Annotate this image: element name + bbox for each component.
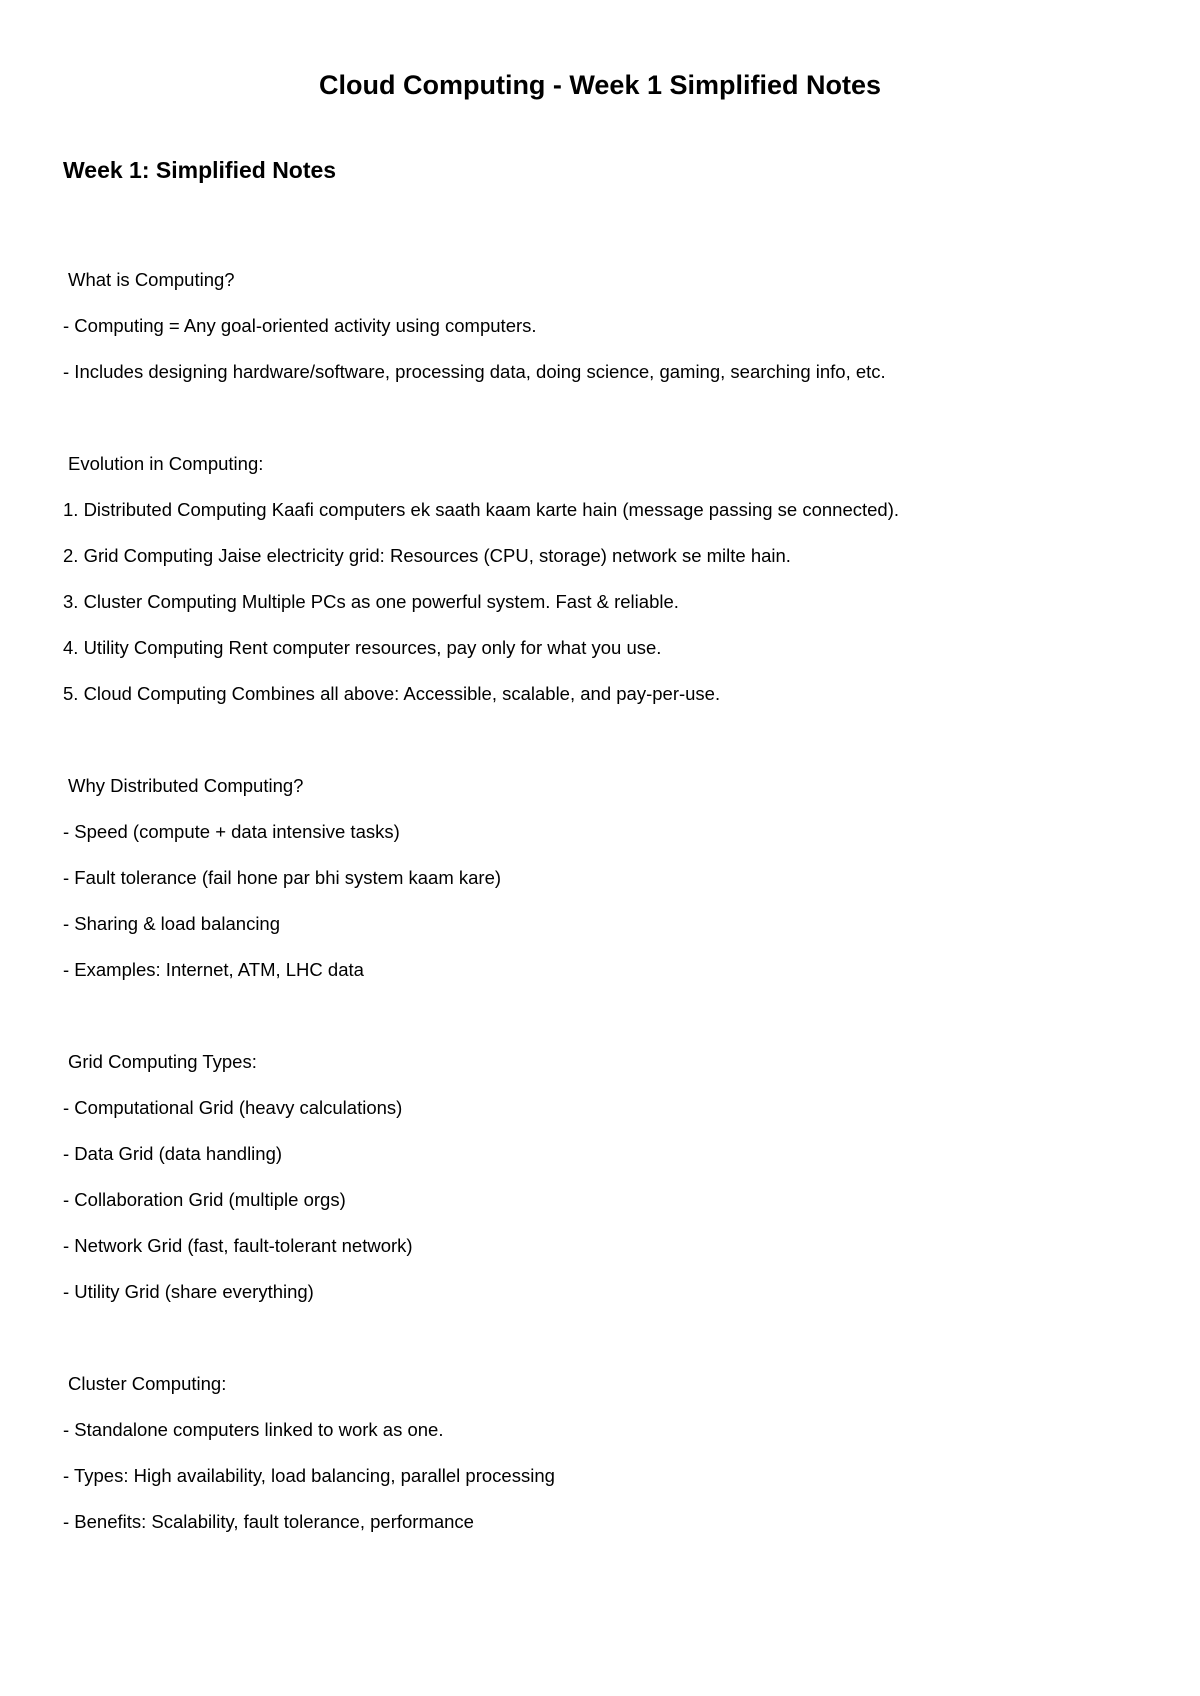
notes-section — [63, 452, 1143, 728]
note-line: 1. Distributed Computing Kaafi computers ek saath kaam karte hain (message passing se connected). — [63, 499, 900, 520]
notes-section — [63, 1050, 1143, 1326]
note-line: - Fault tolerance (fail hone par bhi system kaam kare) — [63, 867, 502, 888]
note-line: - Utility Grid (share everything) — [63, 1281, 314, 1302]
note-line: - Collaboration Grid (multiple orgs) — [63, 1189, 346, 1210]
note-line: - Includes designing hardware/software, processing data, doing science, gaming, searching info, etc. — [63, 361, 886, 382]
document-subtitle: Week 1: Simplified Notes — [63, 157, 337, 183]
section-heading: Why Distributed Computing? — [68, 775, 304, 796]
note-line: 5. Cloud Computing Combines all above: Accessible, scalable, and pay-per-use. — [63, 683, 721, 704]
note-line: - Data Grid (data handling) — [63, 1143, 283, 1164]
notes-section — [63, 268, 1143, 406]
note-line: - Examples: Internet, ATM, LHC data — [63, 959, 364, 980]
document-title: Cloud Computing - Week 1 Simplified Notes — [318, 70, 882, 100]
notes-section — [63, 1372, 1143, 1556]
notes-section — [63, 774, 1143, 1004]
note-line: - Computational Grid (heavy calculations) — [63, 1097, 403, 1118]
note-line: - Network Grid (fast, fault-tolerant network) — [63, 1235, 413, 1256]
note-line: - Benefits: Scalability, fault tolerance, performance — [63, 1511, 474, 1532]
note-line: 2. Grid Computing Jaise electricity grid: Resources (CPU, storage) network se milte hain. — [63, 545, 791, 566]
note-line: 4. Utility Computing Rent computer resources, pay only for what you use. — [63, 637, 662, 658]
section-heading: What is Computing? — [68, 269, 235, 290]
section-heading: Grid Computing Types: — [68, 1051, 257, 1072]
note-line: - Speed (compute + data intensive tasks) — [63, 821, 400, 842]
note-line: - Standalone computers linked to work as one. — [63, 1419, 444, 1440]
section-heading: Evolution in Computing: — [68, 453, 264, 474]
section-heading: Cluster Computing: — [68, 1373, 227, 1394]
note-line: - Types: High availability, load balancing, parallel processing — [63, 1465, 555, 1486]
note-line: 3. Cluster Computing Multiple PCs as one powerful system. Fast & reliable. — [63, 591, 679, 612]
note-line: - Computing = Any goal-oriented activity using computers. — [63, 315, 537, 336]
note-line: - Sharing & load balancing — [63, 913, 281, 934]
notes-body — [63, 268, 1143, 1602]
